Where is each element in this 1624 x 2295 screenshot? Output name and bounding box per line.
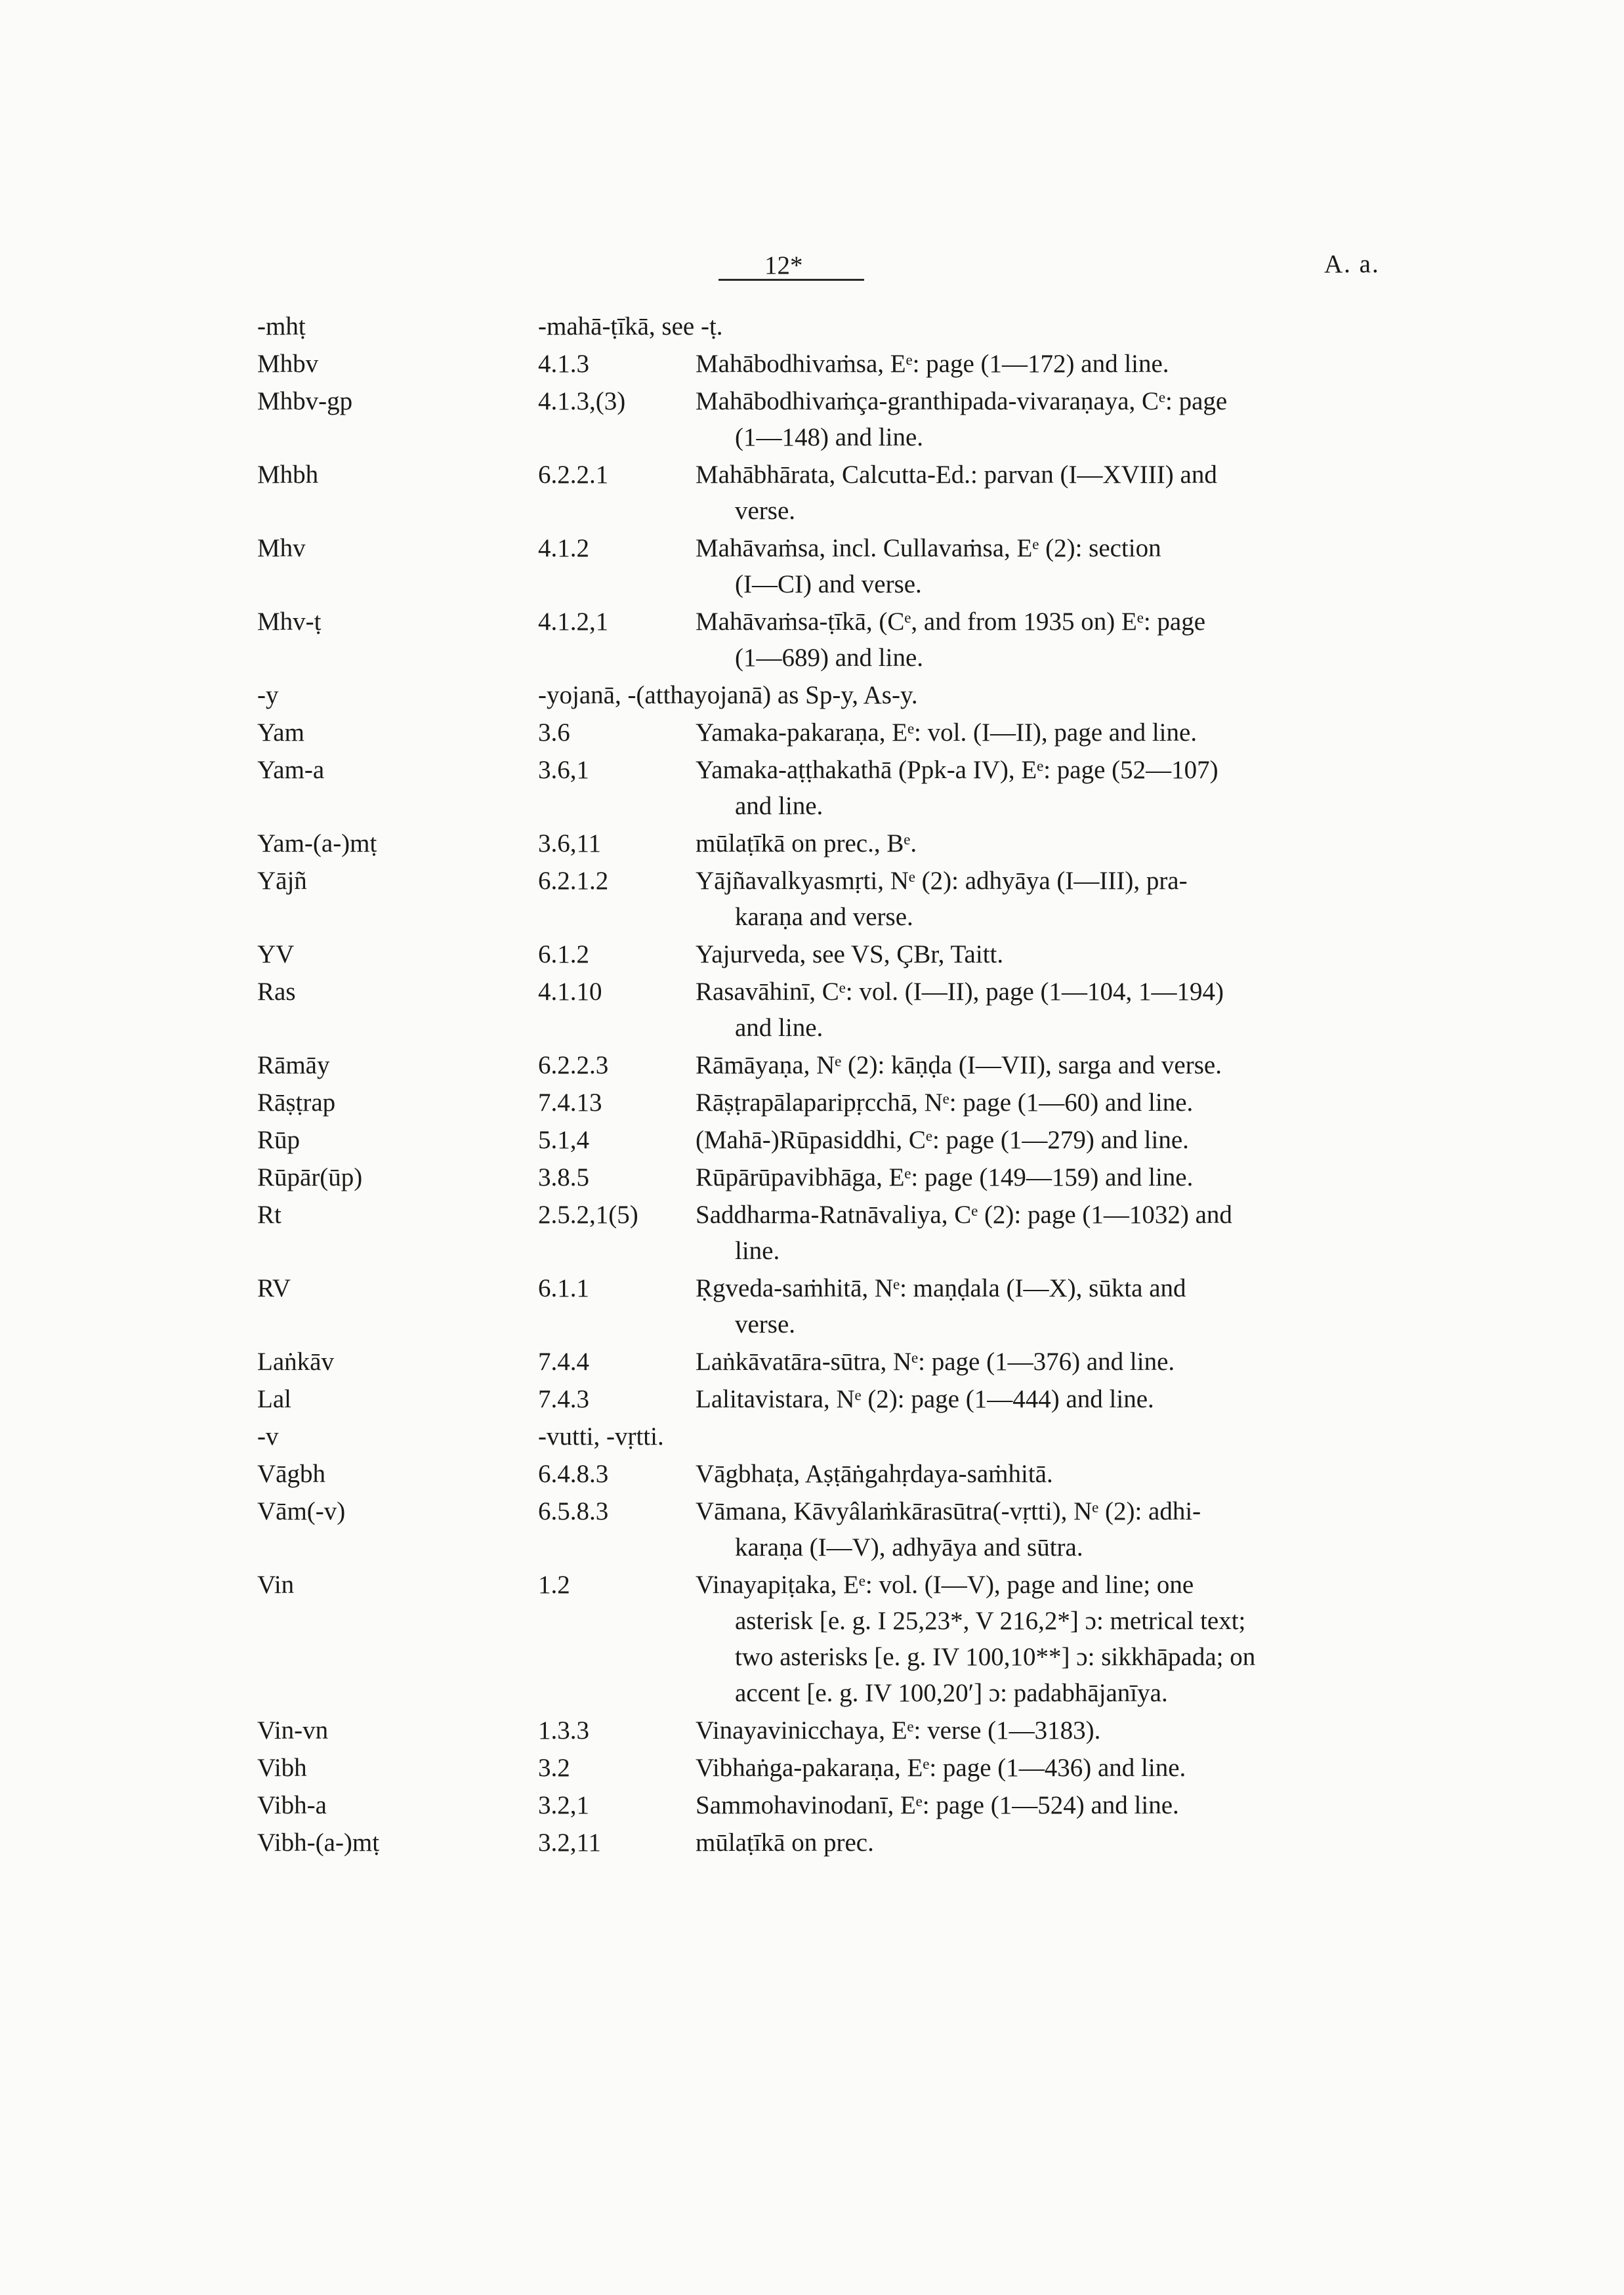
entry-description-line: Yājñavalkyasmṛti, Nᵉ (2): adhyāya (I—III), pra-	[696, 867, 1188, 895]
entry-description-line: karaṇa and verse.	[735, 903, 913, 931]
abbreviation-entry	[0, 677, 1624, 713]
entry-code: 4.1.3,(3)	[538, 387, 626, 415]
abbreviation-entry	[0, 863, 1624, 935]
abbreviation-entry	[0, 1344, 1624, 1380]
abbreviation-entry	[0, 1122, 1624, 1158]
entry-description-line: Lalitavistara, Nᵉ (2): page (1—444) and line.	[696, 1385, 1154, 1413]
entry-description	[696, 457, 1405, 529]
entry-code: 6.5.8.3	[538, 1497, 609, 1525]
section-label: A. a.	[1324, 250, 1380, 278]
entry-description-line: Vinayavinicchaya, Eᵉ: verse (1—3183).	[696, 1716, 1101, 1745]
page-number: 12*	[764, 251, 803, 279]
entry-description-line: line.	[735, 1237, 780, 1265]
entry-description-line: (I—CI) and verse.	[735, 570, 922, 598]
entry-code: 1.3.3	[538, 1716, 589, 1745]
entry-description	[696, 383, 1405, 455]
entry-description	[696, 752, 1405, 824]
entry-abbreviation: -mhṭ	[257, 312, 306, 341]
entry-description-line: Mahābodhivaṁsa, Eᵉ: page (1—172) and line.	[696, 350, 1169, 378]
entry-code: 2.5.2,1(5)	[538, 1201, 638, 1229]
entry-description-line: (Mahā-)Rūpasiddhi, Cᵉ: page (1—279) and line.	[696, 1126, 1189, 1154]
abbreviation-entry	[0, 1270, 1624, 1342]
entry-abbreviation: Rt	[257, 1201, 281, 1229]
entry-description	[696, 1493, 1405, 1565]
entry-description-line: Vāgbhaṭa, Aṣṭāṅgahṛdaya-saṁhitā.	[696, 1460, 1053, 1488]
entry-abbreviation: Vibh	[257, 1754, 307, 1782]
entry-description	[696, 863, 1405, 935]
abbreviation-entry	[0, 825, 1624, 861]
entry-description-line: Yamaka-pakaraṇa, Eᵉ: vol. (I—II), page and line.	[696, 718, 1197, 747]
entry-abbreviation: -y	[257, 681, 279, 709]
entry-description-line: karaṇa (I—V), adhyāya and sūtra.	[735, 1533, 1083, 1561]
entry-abbreviation: YV	[257, 940, 295, 968]
page-number-rule	[718, 279, 864, 281]
entry-abbreviation: Rāmāy	[257, 1051, 330, 1079]
entry-abbreviation: Vibh-(a-)mṭ	[257, 1829, 380, 1857]
entry-description	[696, 1456, 1405, 1492]
entry-code: 6.1.2	[538, 940, 589, 968]
abbreviation-entry	[0, 1825, 1624, 1861]
entry-description-line: asterisk [e. g. I 25,23*, V 216,2*] ɔ: metrical text;	[735, 1607, 1246, 1635]
entry-description-line: Vibhaṅga-pakaraṇa, Eᵉ: page (1—436) and line.	[696, 1754, 1186, 1782]
entry-description	[696, 936, 1405, 972]
entry-code: 6.4.8.3	[538, 1460, 609, 1488]
entry-code: 3.8.5	[538, 1163, 589, 1191]
abbreviation-entry	[0, 457, 1624, 529]
entry-description-line: Rasavāhinī, Cᵉ: vol. (I—II), page (1—104, 1—194)	[696, 978, 1224, 1006]
abbreviation-entry	[0, 1750, 1624, 1786]
entry-code: 7.4.4	[538, 1348, 589, 1376]
entry-description	[696, 530, 1405, 602]
entry-description-line: Mahābhārata, Calcutta-Ed.: parvan (I—XVIII) and	[696, 461, 1217, 489]
entry-description	[696, 1567, 1405, 1711]
entry-description-line: mūlaṭīkā on prec., Bᵉ.	[696, 829, 917, 858]
entry-abbreviation: Mhv-ṭ	[257, 608, 322, 636]
abbreviation-entry	[0, 346, 1624, 382]
entry-description-line: two asterisks [e. g. IV 100,10**] ɔ: sikkhāpada; on	[735, 1643, 1256, 1671]
entry-description	[538, 1418, 1404, 1455]
entry-code: 7.4.13	[538, 1088, 602, 1117]
entry-code: 6.2.1.2	[538, 867, 609, 895]
entry-description-line: Rūpārūpavibhāga, Eᵉ: page (149—159) and line.	[696, 1163, 1194, 1191]
entry-abbreviation: Vām(-v)	[257, 1497, 346, 1525]
entry-description	[696, 825, 1405, 861]
abbreviation-entry	[0, 1085, 1624, 1121]
entry-abbreviation: Mhbh	[257, 461, 319, 489]
entry-description-line: Vinayapiṭaka, Eᵉ: vol. (I—V), page and line; one	[696, 1571, 1194, 1599]
entry-description	[696, 346, 1405, 382]
entry-code: 6.2.2.1	[538, 461, 609, 489]
entry-description	[538, 677, 1404, 713]
entry-description	[696, 1159, 1405, 1195]
entry-description-line: and line.	[735, 1014, 823, 1042]
entry-description	[696, 1085, 1405, 1121]
entry-abbreviation: -v	[257, 1422, 279, 1451]
entry-description-line: Mahābodhivaṁça-granthipada-vivaraṇaya, Cᵉ: page	[696, 387, 1228, 415]
abbreviation-entry	[0, 1787, 1624, 1823]
entry-description-line: (1—689) and line.	[735, 644, 924, 672]
abbreviation-entry	[0, 936, 1624, 972]
entry-abbreviation: Vin	[257, 1571, 295, 1599]
entry-description-line: and line.	[735, 792, 823, 820]
entry-description-line: (1—148) and line.	[735, 423, 924, 451]
entry-description-line: -mahā-ṭīkā, see -ṭ.	[538, 312, 723, 341]
abbreviation-entry	[0, 1712, 1624, 1748]
abbreviation-entry	[0, 1159, 1624, 1195]
entry-description	[696, 1122, 1405, 1158]
entry-code: 3.2	[538, 1754, 570, 1782]
abbreviation-entry	[0, 752, 1624, 824]
entry-abbreviation: Vāgbh	[257, 1460, 325, 1488]
entry-description-line: Ṛgveda-saṁhitā, Nᵉ: maṇḍala (I—X), sūkta and	[696, 1274, 1186, 1302]
entry-abbreviation: Rūpār(ūp)	[257, 1163, 363, 1191]
entry-description	[696, 1750, 1405, 1786]
entry-description-line: Rāṣṭrapālaparipṛcchā, Nᵉ: page (1—60) and line.	[696, 1088, 1194, 1117]
entry-description	[696, 1197, 1405, 1269]
entry-description	[696, 1787, 1405, 1823]
abbreviation-entry	[0, 1047, 1624, 1083]
entry-abbreviation: Rāṣṭrap	[257, 1088, 336, 1117]
entry-description	[696, 1825, 1405, 1861]
entry-code: 5.1,4	[538, 1126, 589, 1154]
entry-description-line: verse.	[735, 1310, 796, 1338]
abbreviation-entry	[0, 1567, 1624, 1711]
entry-abbreviation: Ras	[257, 978, 296, 1006]
abbreviation-entry	[0, 530, 1624, 602]
entry-abbreviation: Rūp	[257, 1126, 301, 1154]
abbreviation-entry	[0, 714, 1624, 751]
entry-code: 3.2,1	[538, 1791, 589, 1819]
abbreviation-entry	[0, 604, 1624, 676]
abbreviation-entry	[0, 308, 1624, 344]
entry-description	[538, 308, 1404, 344]
entry-code: 3.2,11	[538, 1829, 602, 1857]
abbreviation-entry	[0, 383, 1624, 455]
entry-abbreviation: Yam	[257, 718, 304, 747]
entry-abbreviation: Yam-a	[257, 756, 325, 784]
entry-description-line: verse.	[735, 497, 796, 525]
entry-code: 4.1.10	[538, 978, 602, 1006]
entry-code: 4.1.3	[538, 350, 589, 378]
entry-description-line: Saddharma-Ratnāvaliya, Cᵉ (2): page (1—1032) and	[696, 1201, 1232, 1229]
entry-description	[696, 974, 1405, 1046]
entry-code: 7.4.3	[538, 1385, 589, 1413]
entry-description	[696, 1270, 1405, 1342]
entry-code: 6.2.2.3	[538, 1051, 609, 1079]
abbreviation-entry	[0, 1197, 1624, 1269]
entry-abbreviation: Mhbv	[257, 350, 319, 378]
entry-code: 6.1.1	[538, 1274, 589, 1302]
entry-code: 3.6,1	[538, 756, 589, 784]
entry-abbreviation: Lal	[257, 1385, 291, 1413]
entry-description	[696, 1712, 1405, 1748]
entry-code: 4.1.2	[538, 534, 589, 562]
entry-abbreviation: Yājñ	[257, 867, 307, 895]
entry-abbreviation: Vin-vn	[257, 1716, 329, 1745]
entry-description-line: -yojanā, -(atthayojanā) as Sp-y, As-y.	[538, 681, 918, 709]
entry-description-line: -vutti, -vṛtti.	[538, 1422, 664, 1451]
entry-description	[696, 604, 1405, 676]
abbreviation-list	[0, 308, 1624, 1862]
entry-description-line: Vāmana, Kāvyâlaṁkārasūtra(-vṛtti), Nᵉ (2): adhi-	[696, 1497, 1201, 1525]
entry-description-line: Yamaka-aṭṭhakathā (Ppk-a IV), Eᵉ: page (52—107)	[696, 756, 1218, 784]
entry-description-line: Mahāvaṁsa-ṭīkā, (Cᵉ, and from 1935 on) Eᵉ: page	[696, 608, 1206, 636]
entry-description	[696, 1047, 1405, 1083]
entry-abbreviation: Vibh-a	[257, 1791, 327, 1819]
entry-abbreviation: Mhv	[257, 534, 306, 562]
abbreviation-entry	[0, 1418, 1624, 1455]
entry-description-line: mūlaṭīkā on prec.	[696, 1829, 874, 1857]
entry-description-line: Rāmāyaṇa, Nᵉ (2): kāṇḍa (I—VII), sarga and verse.	[696, 1051, 1222, 1079]
entry-abbreviation: Yam-(a-)mṭ	[257, 829, 377, 858]
abbreviation-entry	[0, 1381, 1624, 1417]
entry-description	[696, 1344, 1405, 1380]
abbreviation-entry	[0, 974, 1624, 1046]
entry-description	[696, 1381, 1405, 1417]
abbreviation-entry	[0, 1493, 1624, 1565]
entry-description-line: Laṅkāvatāra-sūtra, Nᵉ: page (1—376) and line.	[696, 1348, 1175, 1376]
entry-description-line: Yajurveda, see VS, ÇBr, Taitt.	[696, 940, 1004, 968]
entry-description-line: Mahāvaṁsa, incl. Cullavaṁsa, Eᵉ (2): section	[696, 534, 1161, 562]
entry-abbreviation: RV	[257, 1274, 291, 1302]
entry-code: 1.2	[538, 1571, 570, 1599]
entry-description-line: accent [e. g. IV 100,20′] ɔ: padabhājanīya.	[735, 1679, 1168, 1707]
entry-description	[696, 714, 1405, 751]
entry-description-line: Sammohavinodanī, Eᵉ: page (1—524) and line.	[696, 1791, 1179, 1819]
entry-code: 4.1.2,1	[538, 608, 609, 636]
abbreviation-entry	[0, 1456, 1624, 1492]
entry-code: 3.6,11	[538, 829, 602, 858]
entry-code: 3.6	[538, 718, 570, 747]
entry-abbreviation: Laṅkāv	[257, 1348, 334, 1376]
entry-abbreviation: Mhbv-gp	[257, 387, 353, 415]
